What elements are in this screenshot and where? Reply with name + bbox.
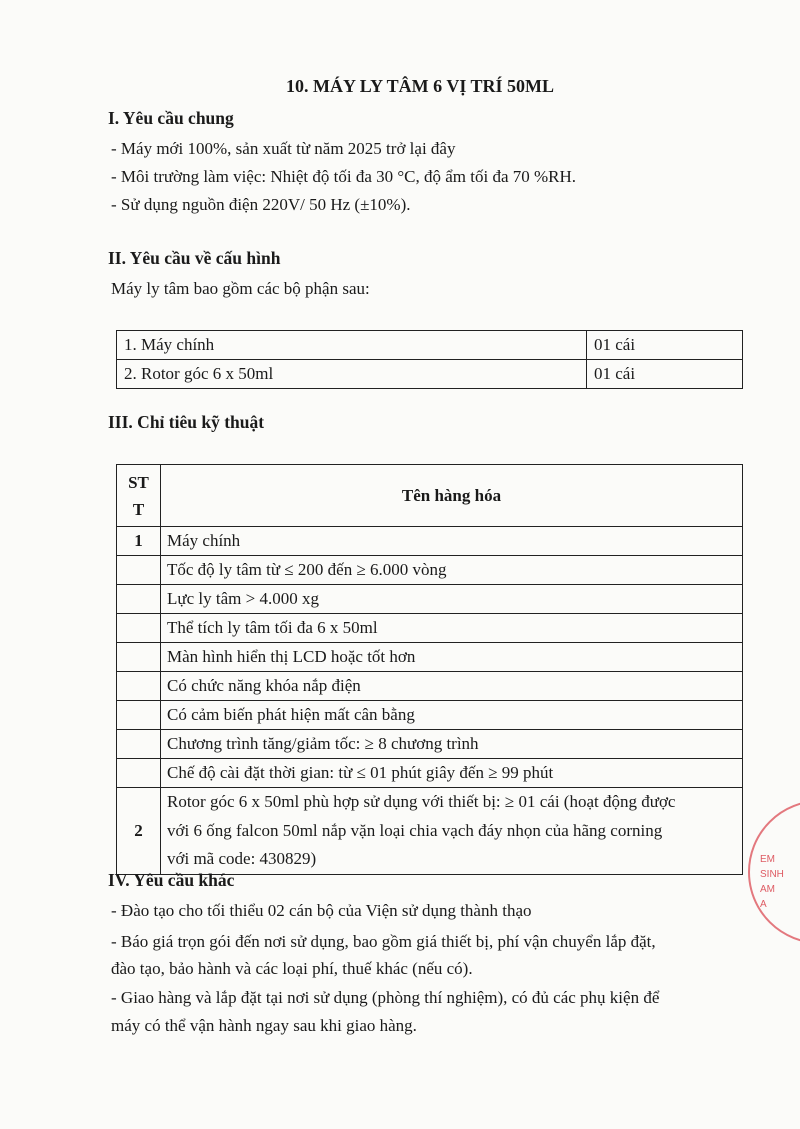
rotor-spec-line: Rotor góc 6 x 50ml phù hợp sử dụng với thiết bị: ≥ 01 cái (hoạt động được	[167, 792, 676, 812]
spec-cell: Thể tích ly tâm tối đa 6 x 50ml	[161, 614, 743, 643]
spec-cell: Tốc độ ly tâm từ ≤ 200 đến ≥ 6.000 vòng	[161, 556, 743, 585]
table-row	[117, 585, 743, 614]
stt-cell	[117, 556, 161, 585]
section-heading-other: IV. Yêu cầu khác	[108, 870, 235, 890]
table-row	[117, 360, 743, 389]
config-qty: 01 cái	[587, 331, 743, 360]
table-row	[117, 614, 743, 643]
stamp-line: AM	[760, 884, 775, 895]
stt-header	[117, 465, 161, 527]
document-title: 10. MÁY LY TÂM 6 VỊ TRÍ 50ML	[285, 76, 555, 96]
config-item: 2. Rotor góc 6 x 50ml	[117, 360, 587, 389]
stamp-line: EM	[760, 854, 775, 865]
other-line: - Đào tạo cho tối thiểu 02 cán bộ của Viện sử dụng thành thạo	[111, 901, 532, 920]
stt-cell: 1	[117, 527, 161, 556]
other-line: - Giao hàng và lắp đặt tại nơi sử dụng (phòng thí nghiệm), có đủ các phụ kiện để	[111, 988, 660, 1007]
config-item: 1. Máy chính	[117, 331, 587, 360]
stamp-line: A	[760, 899, 767, 910]
stamp-line: SINH	[760, 869, 784, 880]
general-line: - Máy mới 100%, sản xuất từ năm 2025 trở lại đây	[111, 139, 456, 158]
stt-cell	[117, 643, 161, 672]
stamp-text	[760, 852, 784, 912]
other-line: máy có thể vận hành ngay sau khi giao hàng.	[111, 1016, 417, 1035]
stt-cell	[117, 672, 161, 701]
other-line: - Báo giá trọn gói đến nơi sử dụng, bao gồm giá thiết bị, phí vận chuyển lắp đặt,	[111, 932, 656, 951]
section-heading-config: II. Yêu cầu về cấu hình	[108, 248, 281, 268]
spec-cell: Màn hình hiển thị LCD hoặc tốt hơn	[161, 643, 743, 672]
spec-table	[116, 464, 743, 875]
stt-cell	[117, 730, 161, 759]
spec-cell: Chế độ cài đặt thời gian: từ ≤ 01 phút giây đến ≥ 99 phút	[161, 759, 743, 788]
rotor-spec-line: với 6 ống falcon 50ml nắp vặn loại chia vạch đáy nhọn của hãng corning	[167, 820, 663, 840]
stt-cell	[117, 614, 161, 643]
spec-cell: Có cảm biến phát hiện mất cân bằng	[161, 701, 743, 730]
config-intro: Máy ly tâm bao gồm các bộ phận sau:	[111, 279, 370, 298]
table-row	[117, 643, 743, 672]
table-row	[117, 730, 743, 759]
section-heading-specs: III. Chỉ tiêu kỹ thuật	[108, 412, 265, 432]
table-row	[117, 788, 743, 875]
spec-cell: Máy chính	[161, 527, 743, 556]
table-row	[117, 672, 743, 701]
spec-cell: Có chức năng khóa nắp điện	[161, 672, 743, 701]
config-table	[116, 330, 743, 389]
config-qty: 01 cái	[587, 360, 743, 389]
section-heading-general: I. Yêu cầu chung	[108, 108, 234, 128]
other-line: đào tạo, bảo hành và các loại phí, thuế khác (nếu có).	[111, 959, 473, 978]
stt-header-line: T	[132, 499, 145, 519]
stt-cell	[117, 701, 161, 730]
table-row	[117, 331, 743, 360]
stt-cell: 2	[117, 788, 161, 875]
stt-cell	[117, 759, 161, 788]
name-header: Tên hàng hóa	[161, 465, 743, 527]
general-line: - Sử dụng nguồn điện 220V/ 50 Hz (±10%).	[111, 195, 411, 214]
general-line: - Môi trường làm việc: Nhiệt độ tối đa 30 °C, độ ẩm tối đa 70 %RH.	[111, 167, 577, 186]
table-row	[117, 527, 743, 556]
spec-cell: Lực ly tâm > 4.000 xg	[161, 585, 743, 614]
table-row	[117, 701, 743, 730]
stt-cell	[117, 585, 161, 614]
rotor-spec-cell	[161, 788, 743, 875]
rotor-spec-line: với mã code: 430829)	[167, 849, 317, 869]
table-header-row	[117, 465, 743, 527]
table-row	[117, 759, 743, 788]
spec-cell: Chương trình tăng/giảm tốc: ≥ 8 chương trình	[161, 730, 743, 759]
stt-header-line: ST	[128, 472, 149, 492]
table-row	[117, 556, 743, 585]
